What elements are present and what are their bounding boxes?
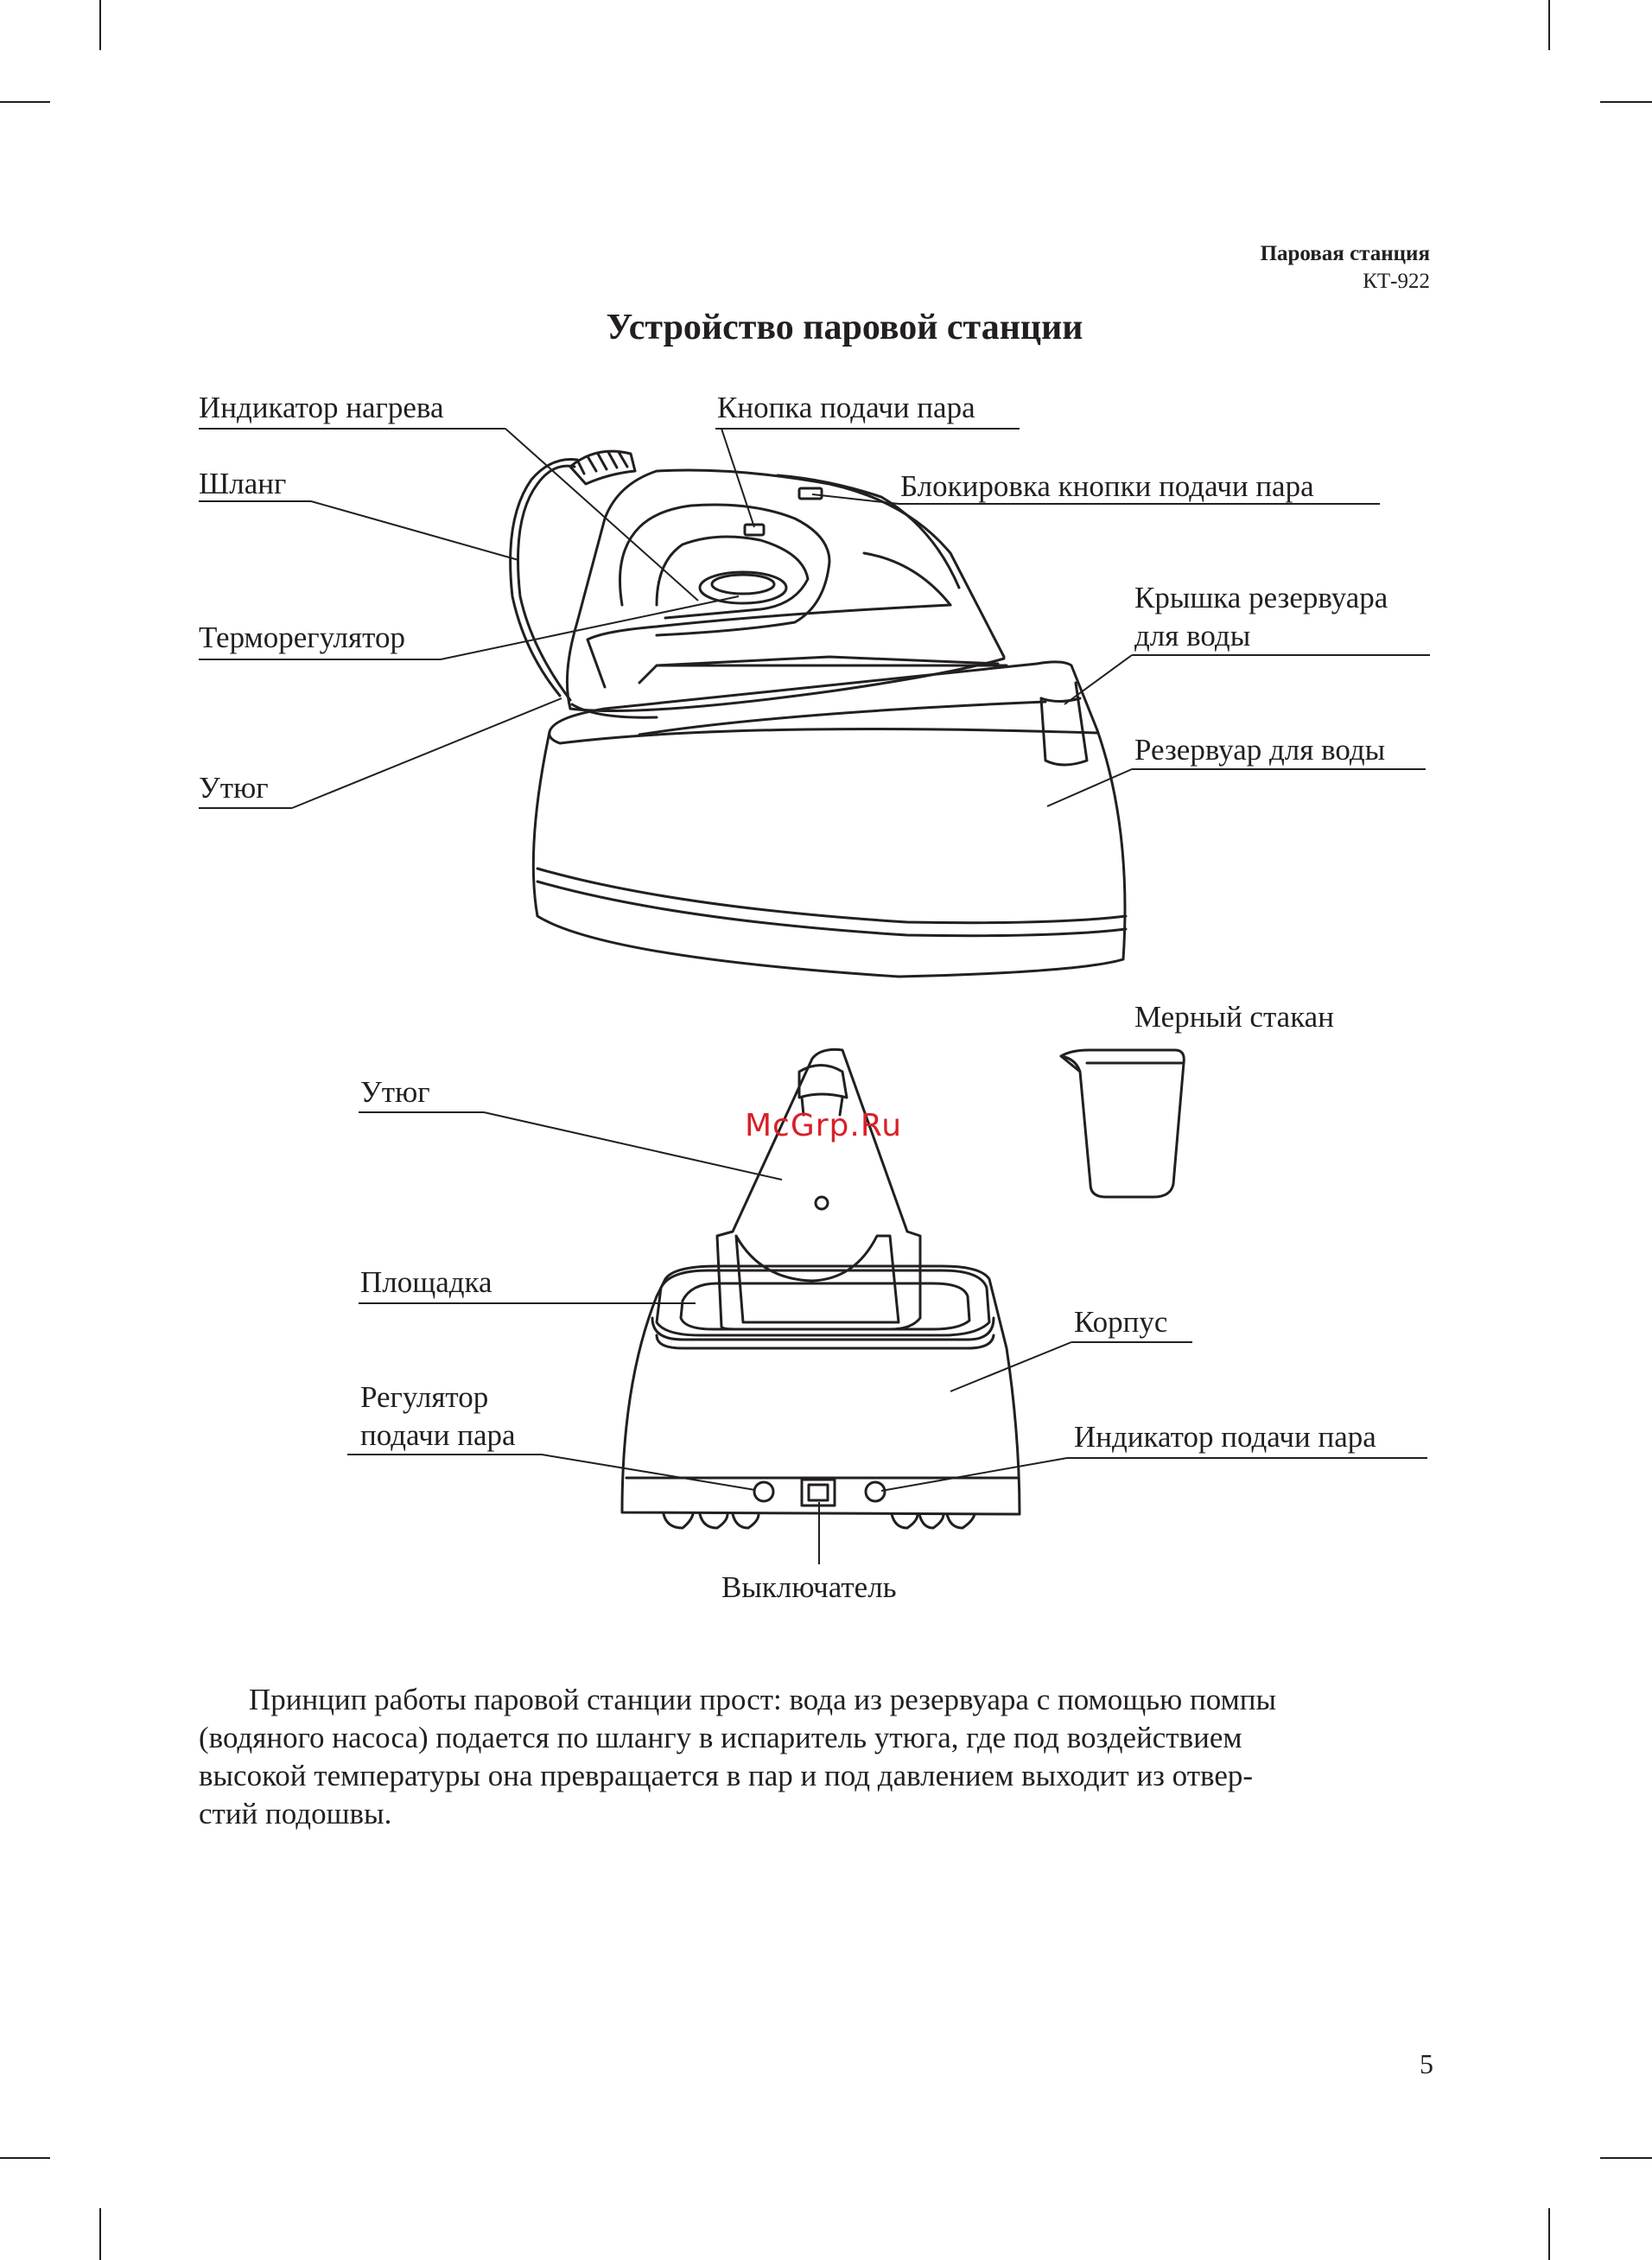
page-title: Устройство паровой станции <box>606 308 1083 347</box>
header-model: КТ-922 <box>1363 270 1430 293</box>
label-tank-cap-line2: для воды <box>1134 619 1251 653</box>
label-thermostat: Терморегулятор <box>199 621 405 654</box>
header-title: Паровая станция <box>1260 242 1430 265</box>
label-iron-bottom: Утюг <box>360 1075 430 1109</box>
label-steam-button: Кнопка подачи пара <box>717 391 975 424</box>
label-iron-top: Утюг <box>199 771 269 805</box>
page-number: 5 <box>1420 2048 1433 2079</box>
label-steam-regulator-line1: Регулятор <box>360 1380 489 1414</box>
body-paragraph: Принцип работы паровой станции прост: вода из резервуара с помощью помпы (водяного насоса) подается по шлангу в испаритель утюга, где под воздействием высокой температуры она превращается в пар и под давлением выходит из отвер- стий подошвы. <box>199 1683 1276 1830</box>
label-platform: Площадка <box>360 1265 492 1299</box>
label-tank-cap-line1: Крышка резервуара <box>1134 581 1388 614</box>
watermark: McGrp.Ru <box>745 1108 903 1143</box>
measuring-cup-illustration <box>1061 1050 1184 1197</box>
label-power-switch: Выключатель <box>721 1570 897 1604</box>
label-measuring-cup: Мерный стакан <box>1134 1000 1334 1034</box>
label-hose: Шланг <box>199 467 287 500</box>
label-steam-regulator-line2: подачи пара <box>360 1418 516 1452</box>
label-steam-indicator: Индикатор подачи пара <box>1074 1420 1376 1454</box>
label-water-tank: Резервуар для воды <box>1134 733 1386 767</box>
label-body: Корпус <box>1074 1305 1168 1339</box>
steam-station-illustration <box>511 451 1126 977</box>
label-heat-indicator: Индикатор нагрева <box>199 391 444 424</box>
label-steam-button-lock: Блокировка кнопки подачи пара <box>900 469 1314 503</box>
